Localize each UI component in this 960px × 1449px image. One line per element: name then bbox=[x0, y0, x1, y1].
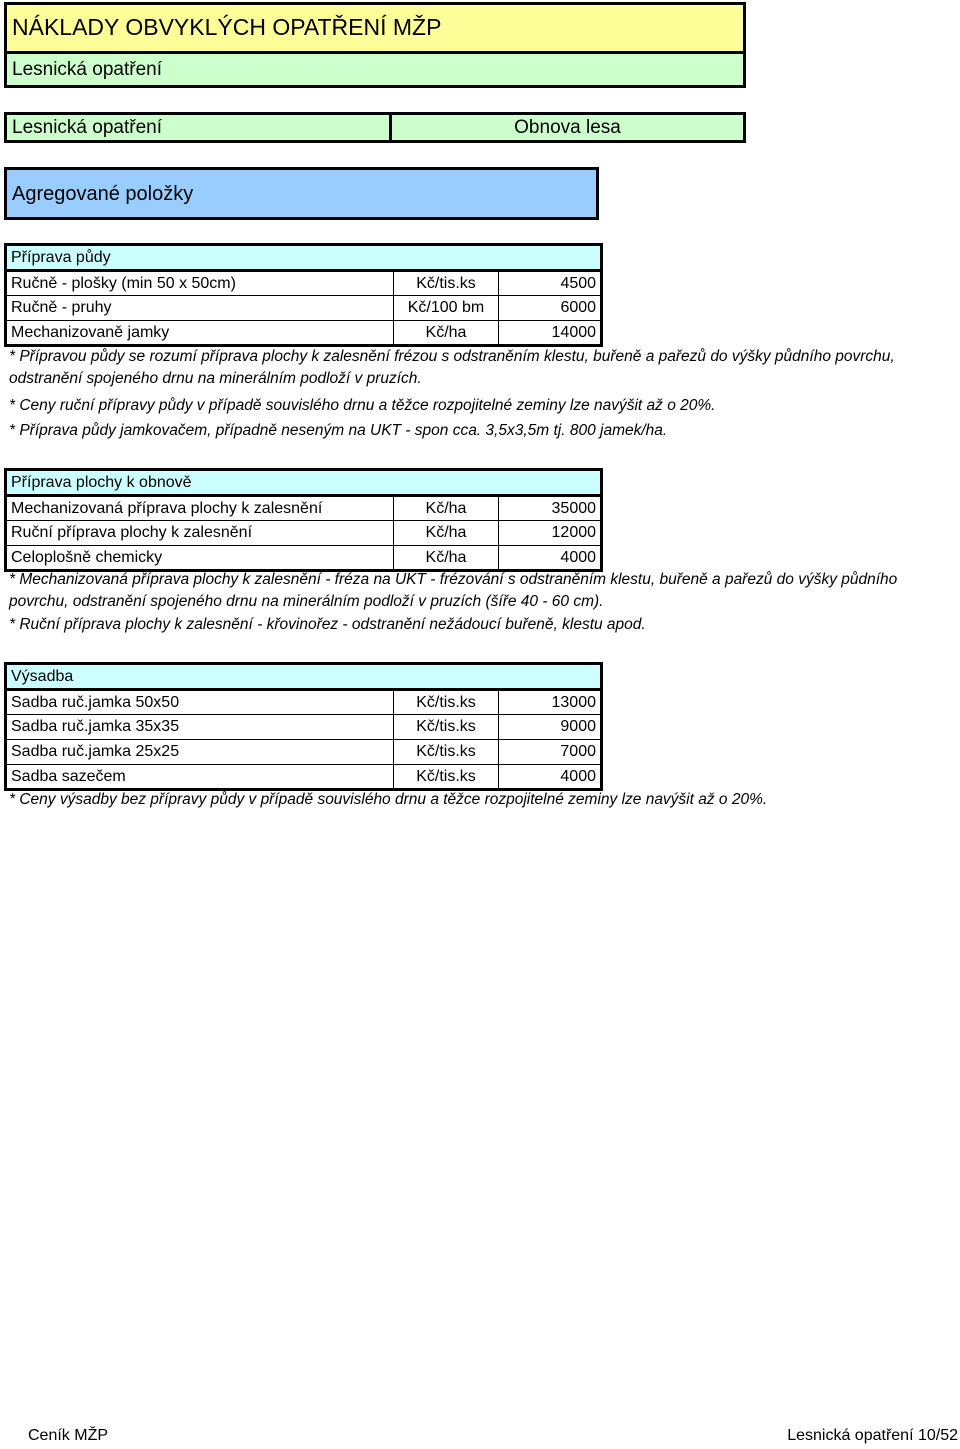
footnote: * Přípravou půdy se rozumí příprava plochy k zalesnění frézou s odstraněním klestu, buřeně a pařezů do výšky půdního povrchu, odstranění spojeného drnu na minerálním podloží v pruzích. bbox=[9, 348, 895, 387]
table-row bbox=[6, 496, 602, 521]
item-price: 6000 bbox=[499, 296, 602, 321]
footer-source: Ceník MŽP bbox=[28, 1427, 109, 1444]
item-name: Mechanizovaná příprava plochy k zalesnění bbox=[6, 496, 394, 521]
footer-page-info: Lesnická opatření 10/52 bbox=[787, 1427, 958, 1444]
item-unit: Kč/100 bm bbox=[394, 296, 499, 321]
item-price: 4500 bbox=[499, 271, 602, 296]
table-title: Příprava půdy bbox=[6, 245, 602, 271]
price-table-soil-preparation bbox=[4, 243, 603, 347]
item-unit: Kč/tis.ks bbox=[394, 715, 499, 740]
footnote: * Ceny výsadby bez přípravy půdy v případě souvislého drnu a těžce rozpojitelné zeminy lze navýšit až o 20%. bbox=[9, 791, 768, 808]
section-category: Lesnická opatření bbox=[4, 112, 392, 143]
table-row bbox=[6, 271, 602, 296]
table-title: Výsadba bbox=[6, 664, 602, 690]
item-unit: Kč/ha bbox=[394, 321, 499, 346]
item-unit: Kč/tis.ks bbox=[394, 271, 499, 296]
item-price: 7000 bbox=[499, 740, 602, 765]
table-row bbox=[6, 715, 602, 740]
table-row bbox=[6, 546, 602, 571]
page-subtitle: Lesnická opatření bbox=[4, 51, 746, 88]
item-price: 4000 bbox=[499, 765, 602, 790]
item-unit: Kč/tis.ks bbox=[394, 690, 499, 715]
footnote: * Příprava půdy jamkovačem, případně neseným na UKT - spon cca. 3,5x3,5m tj. 800 jamek/ha. bbox=[9, 422, 668, 439]
item-price: 4000 bbox=[499, 546, 602, 571]
item-name: Sadba sazečem bbox=[6, 765, 394, 790]
table-title: Příprava plochy k obnově bbox=[6, 470, 602, 496]
item-unit: Kč/ha bbox=[394, 496, 499, 521]
aggregate-heading: Agregované položky bbox=[4, 167, 599, 220]
item-name: Ruční příprava plochy k zalesnění bbox=[6, 521, 394, 546]
item-name: Sadba ruč.jamka 50x50 bbox=[6, 690, 394, 715]
item-price: 9000 bbox=[499, 715, 602, 740]
item-name: Ručně - pruhy bbox=[6, 296, 394, 321]
item-unit: Kč/tis.ks bbox=[394, 740, 499, 765]
item-price: 13000 bbox=[499, 690, 602, 715]
item-name: Ručně - plošky (min 50 x 50cm) bbox=[6, 271, 394, 296]
table-row bbox=[6, 296, 602, 321]
item-unit: Kč/ha bbox=[394, 521, 499, 546]
item-price: 14000 bbox=[499, 321, 602, 346]
item-name: Sadba ruč.jamka 35x35 bbox=[6, 715, 394, 740]
table-row bbox=[6, 521, 602, 546]
table-row bbox=[6, 321, 602, 346]
item-name: Sadba ruč.jamka 25x25 bbox=[6, 740, 394, 765]
footnote: * Mechanizovaná příprava plochy k zalesnění - fréza na UKT - frézování s odstraněním klestu, buřeně a pařezů do výšky půdního povrchu, odstranění spojeného drnu na minerálním podloží v pruzích (šíře 40 - 60 cm). bbox=[9, 571, 898, 610]
item-price: 35000 bbox=[499, 496, 602, 521]
footnote: * Ruční příprava plochy k zalesnění - křovinořez - odstranění nežádoucí buřeně, klestu apod. bbox=[9, 616, 646, 633]
table-row bbox=[6, 765, 602, 790]
table-row bbox=[6, 690, 602, 715]
price-table-area-preparation bbox=[4, 468, 603, 572]
item-unit: Kč/ha bbox=[394, 546, 499, 571]
page-title: NÁKLADY OBVYKLÝCH OPATŘENÍ MŽP bbox=[4, 2, 746, 54]
footnote: * Ceny ruční přípravy půdy v případě souvislého drnu a těžce rozpojitelné zeminy lze navýšit až o 20%. bbox=[9, 397, 716, 414]
table-row bbox=[6, 740, 602, 765]
section-subcategory: Obnova lesa bbox=[389, 112, 746, 143]
item-unit: Kč/tis.ks bbox=[394, 765, 499, 790]
item-name: Mechanizovaně jamky bbox=[6, 321, 394, 346]
item-name: Celoplošně chemicky bbox=[6, 546, 394, 571]
price-table-planting bbox=[4, 662, 603, 791]
item-price: 12000 bbox=[499, 521, 602, 546]
